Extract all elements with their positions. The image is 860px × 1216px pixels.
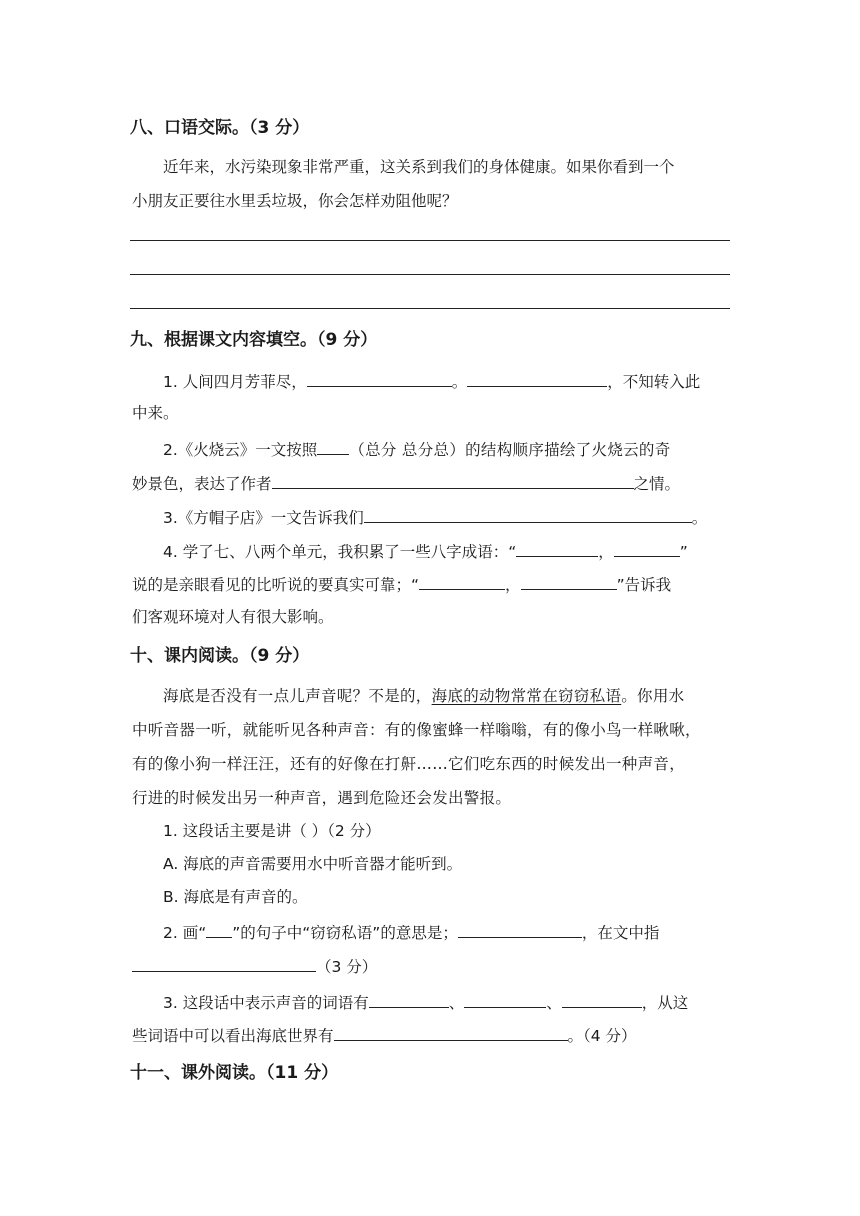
section-10-q2-cont <box>132 954 377 978</box>
passage-line-3: 有的像小狗一样汪汪，还有的好像在打鼾……它们吃东西的时候发出一种声音， <box>132 755 686 773</box>
q10-3-blank-2[interactable] <box>464 990 546 1008</box>
q2-blank-1[interactable] <box>317 437 349 455</box>
q10-2-text-d: （3 分） <box>316 958 378 976</box>
q10-3-text-c: 些词语中可以看出海底世界有 <box>132 1027 334 1045</box>
q10-3-blank-1[interactable] <box>369 990 449 1008</box>
section-9-q2-cont <box>132 471 680 495</box>
section-8-para-2: 小朋友正要往水里丢垃圾，你会怎样劝阻他呢？ <box>132 192 458 210</box>
section-8-title: 八、口语交际。（3 分） <box>130 118 310 138</box>
passage-line-1 <box>163 685 684 707</box>
section-9-q4 <box>163 539 688 563</box>
section-9-q4-cont <box>132 572 671 596</box>
q2-text-d: 之情。 <box>633 475 681 493</box>
section-9-q3 <box>163 505 707 529</box>
passage-text-a: 海底是否没有一点儿声音呢？不是的， <box>163 687 432 705</box>
q10-3-text-a: 3. 这段话中表示声音的词语有 <box>163 994 369 1012</box>
q10-3-sep-1: 、 <box>448 994 465 1012</box>
q3-text-b: 。 <box>691 509 708 527</box>
section-10-q2 <box>163 920 659 944</box>
q4-blank-1[interactable] <box>516 539 598 557</box>
q10-3-sep-2: 、 <box>546 994 562 1012</box>
section-9-q2 <box>163 437 671 461</box>
section-10-title: 十、课内阅读。（9 分） <box>130 646 310 666</box>
q10-3-text-b: ，从这 <box>641 994 689 1012</box>
passage-line-2: 中听音器一听，就能听见各种声音：有的像蜜蜂一样嗡嗡，有的像小鸟一样啾啾， <box>132 721 701 739</box>
section-9-q4-cont-2: 们客观环境对人有很大影响。 <box>132 608 334 626</box>
answer-line-3[interactable] <box>130 308 730 309</box>
section-10-q1: 1. 这段话主要是讲（ ）（2 分） <box>163 822 381 840</box>
q4-text-a: 4. 学了七、八两个单元，我积累了一些八字成语：“ <box>163 543 517 561</box>
q2-text-b: （总分 总分总）的结构顺序描绘了火烧云的奇 <box>349 441 671 459</box>
q1-text-b: ，不知转入此 <box>607 373 701 391</box>
q1-text-a: 1. 人间四月芳菲尽， <box>163 373 307 391</box>
section-11-title: 十一、课外阅读。（11 分） <box>130 1063 339 1083</box>
q2-text-a: 2.《火烧云》一文按照 <box>163 441 318 459</box>
q4-blank-4[interactable] <box>521 572 617 590</box>
q3-text-a: 3.《方帽子店》一文告诉我们 <box>163 509 364 527</box>
q4-blank-3[interactable] <box>419 572 505 590</box>
q10-2-text-c: ，在文中指 <box>581 924 660 942</box>
q10-2-text-b: ”的句子中“窃窃私语”的意思是； <box>232 924 458 942</box>
q10-3-blank-4[interactable] <box>334 1023 568 1041</box>
section-10-q1-option-a: A. 海底的声音需要用水中听音器才能听到。 <box>163 855 463 873</box>
q10-3-text-d: 。（4 分） <box>567 1027 637 1045</box>
q4-text-b: ” <box>679 543 688 561</box>
passage-text-b: 。你用水 <box>621 687 685 705</box>
q1-blank-2[interactable] <box>467 369 607 387</box>
section-9-q1-cont: 中来。 <box>132 404 179 422</box>
q10-2-text-a: 2. 画“ <box>163 924 207 942</box>
q1-blank-1[interactable] <box>307 369 452 387</box>
section-10-q3-cont <box>132 1023 637 1047</box>
q10-2-blank-2[interactable] <box>132 954 316 972</box>
section-10-q3 <box>163 990 688 1014</box>
section-9-title: 九、根据课文内容填空。（9 分） <box>130 330 378 350</box>
answer-line-1[interactable] <box>130 240 730 241</box>
section-9-q1 <box>163 369 700 393</box>
q3-blank[interactable] <box>364 505 692 523</box>
q1-sep: 。 <box>451 373 468 391</box>
q4-text-e: ”告诉我 <box>616 576 672 594</box>
q4-text-d: ， <box>505 576 521 594</box>
q4-text-c: 说的是亲眼看见的比听说的要真实可靠；“ <box>132 576 420 594</box>
section-8-para-1: 近年来，水污染现象非常严重，这关系到我们的身体健康。如果你看到一个 <box>163 158 675 176</box>
q4-blank-2[interactable] <box>614 539 680 557</box>
q10-2-blank-1[interactable] <box>458 920 582 938</box>
q10-3-blank-3[interactable] <box>562 990 642 1008</box>
q10-2-underline-sample <box>206 920 232 938</box>
section-10-q1-option-b: B. 海底是有声音的。 <box>163 888 308 906</box>
passage-line-4: 行进的时候发出另一种声音，遇到危险还会发出警报。 <box>132 789 512 807</box>
q2-text-c: 妙景色，表达了作者 <box>132 475 272 493</box>
q2-blank-2[interactable] <box>272 471 634 489</box>
q4-comma: ， <box>598 543 614 561</box>
underlined-sentence: 海底的动物常常在窃窃私语 <box>431 687 622 705</box>
answer-line-2[interactable] <box>130 274 730 275</box>
